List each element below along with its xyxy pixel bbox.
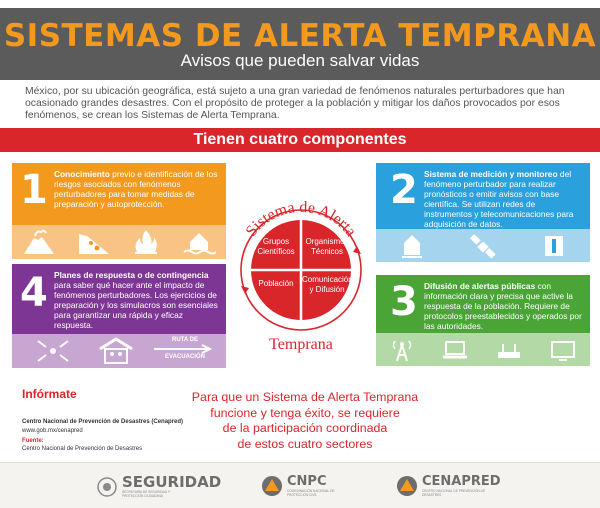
component-2-card xyxy=(376,163,590,229)
component-number: 1 xyxy=(20,167,48,213)
closing-statement: Para que un Sistema de Alerta Temprana funcione y tenga éxito, se requiere de la participación coordinada de estos cuatro sectores xyxy=(191,390,419,451)
triangle-shield-icon xyxy=(396,475,418,497)
component-number: 2 xyxy=(390,167,418,213)
component-number: 3 xyxy=(390,279,418,325)
quadrant-grupos-cientificos: Grupos Científicos xyxy=(257,237,295,256)
intro-paragraph: México, por su ubicación geográfica, está sujeto a una gran variedad de fenómenos naturales perturbadores que han ocasionado grandes desastres. Con el propósito de proteger a la población y mitigar los daños provocados por esos fenómenos, se crean los Sistemas de Alerta Temprana. xyxy=(25,86,565,121)
cycle-top-label: Sistema de Alerta xyxy=(242,198,360,240)
shelter-icon xyxy=(98,337,134,365)
component-text: Planes de respuesta o de contingencia para saber qué hacer ante el impacto de fenómenos perturbadores. Los ejercicios de preparación y los simulacros son esenciales para garantizar una rápida y eficaz respuesta. xyxy=(54,270,218,330)
source-label: Fuente: xyxy=(22,438,44,444)
logo-cenapred: CENAPRED CENTRO NACIONAL DE PREVENCIÓN DE DESASTRES xyxy=(396,475,502,497)
page-subtitle: Avisos que pueden salvar vidas xyxy=(180,51,420,70)
volcano-icon xyxy=(22,228,56,256)
source-url[interactable]: www.gob.mx/cenapred xyxy=(22,428,83,434)
section-title: Tienen cuatro componentes xyxy=(193,131,407,148)
component-1-card xyxy=(12,163,226,225)
page-title: SISTEMAS DE ALERTA TEMPRANA xyxy=(3,18,597,54)
landslide-icon xyxy=(77,228,111,256)
component-3-card xyxy=(376,275,590,333)
quadrant-poblacion: Población xyxy=(258,279,294,288)
component-text: Conocimiento previo e identificación de los riesgos asociados con fenómenos perturbadores para tomar medidas de preparación y autoprotección. xyxy=(54,169,218,209)
informate-heading: Infórmate xyxy=(22,387,77,401)
antenna-icon xyxy=(389,337,415,363)
cycle-bottom-label: Temprana xyxy=(269,336,333,353)
laptop-icon xyxy=(441,338,469,362)
component-text: Sistema de medición y monitoreo del fenómeno perturbador para realizar pronósticos o emitir avisos con base científica. Se utilizan redes de instrumentos y telecomunicaciones para adquisición de datos. xyxy=(424,169,574,229)
triangle-shield-icon xyxy=(261,475,283,497)
component-4-icons xyxy=(12,334,226,368)
satellite-icon xyxy=(469,233,497,259)
fire-icon xyxy=(131,228,161,256)
component-2-icons xyxy=(376,229,590,262)
source-name: Centro Nacional de Prevención de Desastres xyxy=(22,446,143,452)
footer-logos xyxy=(0,462,600,508)
evacuation-arrows-icon xyxy=(36,339,70,363)
component-text: Difusión de alertas públicas con información clara y precisa que active la respuesta de la población. Requiere de protocolos preestablecidos y operados por las autoridades. xyxy=(424,281,582,331)
tv-icon xyxy=(549,338,577,362)
evacuation-route-sign: RUTA DE EVACUACIÓN xyxy=(152,337,218,365)
seismograph-icon xyxy=(398,233,426,259)
component-3-icons xyxy=(376,333,590,366)
quadrant-organismos-tecnicos: Organismos Técnicos xyxy=(305,237,349,256)
flood-house-icon xyxy=(182,228,216,256)
seal-icon xyxy=(96,476,118,498)
logo-seguridad: SEGURIDAD SECRETARÍA DE SEGURIDAD Y PROTECCIÓN CIUDADANA xyxy=(96,475,221,498)
logo-cnpc: CNPC COORDINACIÓN NACIONAL DE PROTECCIÓN CIVIL xyxy=(261,475,345,497)
component-number: 4 xyxy=(20,270,48,316)
component-4-card xyxy=(12,264,226,334)
alert-system-cycle xyxy=(231,176,371,364)
sensor-icon xyxy=(540,233,568,259)
quadrant-comunicacion: Comunicación y Difusión xyxy=(302,275,353,294)
section-title-bar xyxy=(0,128,600,152)
source-org: Centro Nacional de Prevención de Desastres (Cenapred) xyxy=(22,419,184,425)
router-icon xyxy=(495,338,523,362)
component-1-icons xyxy=(12,225,226,259)
